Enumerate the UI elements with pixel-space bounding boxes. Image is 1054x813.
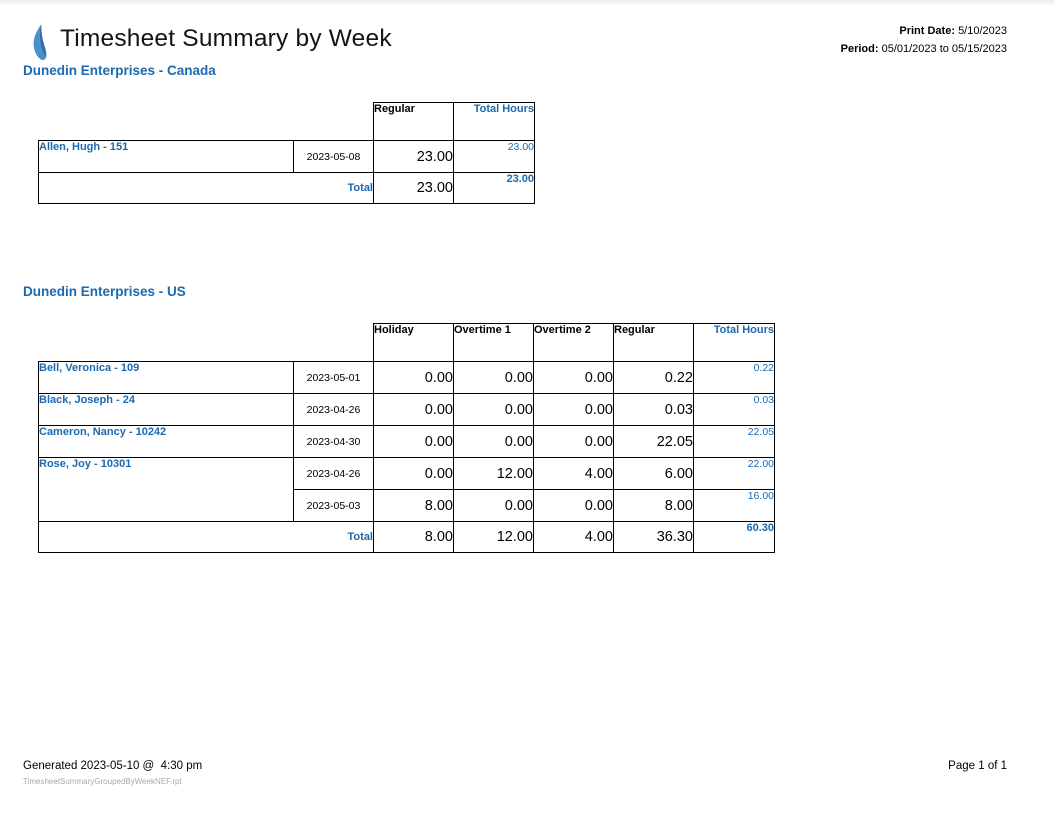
timesheet-row (39, 394, 775, 426)
column-total-value: 8.00 (374, 522, 454, 553)
total-label: Total (39, 173, 374, 204)
week-total-hours: 16.00 (694, 490, 775, 522)
timesheet-table (38, 102, 535, 204)
hours-value: 23.00 (374, 141, 454, 173)
header-spacer (39, 324, 374, 362)
column-total-value: 12.00 (454, 522, 534, 553)
column-total-value: 4.00 (534, 522, 614, 553)
section-title: Dunedin Enterprises - Canada (23, 63, 216, 78)
period-label: Period: (840, 42, 879, 55)
footer-filename: TimesheetSummaryGroupedByWeekNEF.rpt (23, 777, 182, 786)
hours-value: 0.22 (614, 362, 694, 394)
hours-value: 0.00 (374, 394, 454, 426)
column-header: Overtime 2 (534, 324, 614, 362)
total-hours-header: Total Hours (694, 324, 775, 362)
column-header: Holiday (374, 324, 454, 362)
hours-value: 0.00 (534, 490, 614, 522)
period-line (841, 41, 1007, 59)
footer-page-number: Page 1 of 1 (948, 760, 1007, 772)
week-total-hours: 22.05 (694, 426, 775, 458)
week-date: 2023-04-30 (294, 426, 374, 458)
hours-value: 8.00 (614, 490, 694, 522)
hours-value: 8.00 (374, 490, 454, 522)
column-header: Regular (374, 103, 454, 141)
week-date: 2023-05-01 (294, 362, 374, 394)
employee-name: Bell, Veronica - 109 (39, 362, 294, 394)
employee-name: Allen, Hugh - 151 (39, 141, 294, 173)
hours-value: 6.00 (614, 458, 694, 490)
employee-name: Black, Joseph - 24 (39, 394, 294, 426)
report-title: Timesheet Summary by Week (60, 25, 392, 52)
header-spacer (39, 103, 374, 141)
hours-value: 0.03 (614, 394, 694, 426)
report-section (23, 284, 775, 553)
table-header-row (39, 324, 775, 362)
week-date: 2023-04-26 (294, 394, 374, 426)
hours-value: 0.00 (534, 394, 614, 426)
hours-value: 0.00 (454, 426, 534, 458)
column-total-value: 23.00 (374, 173, 454, 204)
report-meta (841, 23, 1007, 58)
week-total-hours: 0.22 (694, 362, 775, 394)
week-total-hours: 23.00 (454, 141, 535, 173)
feather-logo-icon (30, 23, 50, 61)
column-total-value: 36.30 (614, 522, 694, 553)
week-date: 2023-05-03 (294, 490, 374, 522)
hours-value: 0.00 (534, 362, 614, 394)
report-section (23, 63, 535, 204)
week-date: 2023-05-08 (294, 141, 374, 173)
hours-value: 0.00 (454, 362, 534, 394)
week-total-hours: 0.03 (694, 394, 775, 426)
total-label: Total (39, 522, 374, 553)
hours-value: 0.00 (534, 426, 614, 458)
hours-value: 0.00 (374, 458, 454, 490)
footer-generated: Generated 2023-05-10 @ 4:30 pm (23, 760, 203, 772)
table-total-row (39, 522, 775, 553)
table-header-row (39, 103, 535, 141)
employee-name: Cameron, Nancy - 10242 (39, 426, 294, 458)
grand-total-hours: 60.30 (694, 522, 775, 553)
week-total-hours: 22.00 (694, 458, 775, 490)
column-header: Regular (614, 324, 694, 362)
hours-value: 0.00 (454, 394, 534, 426)
employee-name: Rose, Joy - 10301 (39, 458, 294, 522)
hours-value: 12.00 (454, 458, 534, 490)
week-date: 2023-04-26 (294, 458, 374, 490)
print-date-label: Print Date: (899, 25, 955, 37)
column-header: Overtime 1 (454, 324, 534, 362)
table-total-row (39, 173, 535, 204)
grand-total-hours: 23.00 (454, 173, 535, 204)
hours-value: 4.00 (534, 458, 614, 490)
hours-value: 22.05 (614, 426, 694, 458)
period-value: 05/01/2023 to 05/15/2023 (881, 42, 1007, 55)
timesheet-row (39, 458, 775, 490)
report-header (30, 23, 392, 61)
hours-value: 0.00 (374, 426, 454, 458)
print-date-value: 5/10/2023 (958, 25, 1007, 37)
hours-value: 0.00 (374, 362, 454, 394)
timesheet-row (39, 141, 535, 173)
total-hours-header: Total Hours (454, 103, 535, 141)
hours-value: 0.00 (454, 490, 534, 522)
top-edge-strip (0, 0, 1054, 5)
section-title: Dunedin Enterprises - US (23, 284, 186, 299)
timesheet-table (38, 323, 775, 553)
timesheet-row (39, 362, 775, 394)
timesheet-row (39, 426, 775, 458)
print-date-line (841, 23, 1007, 41)
